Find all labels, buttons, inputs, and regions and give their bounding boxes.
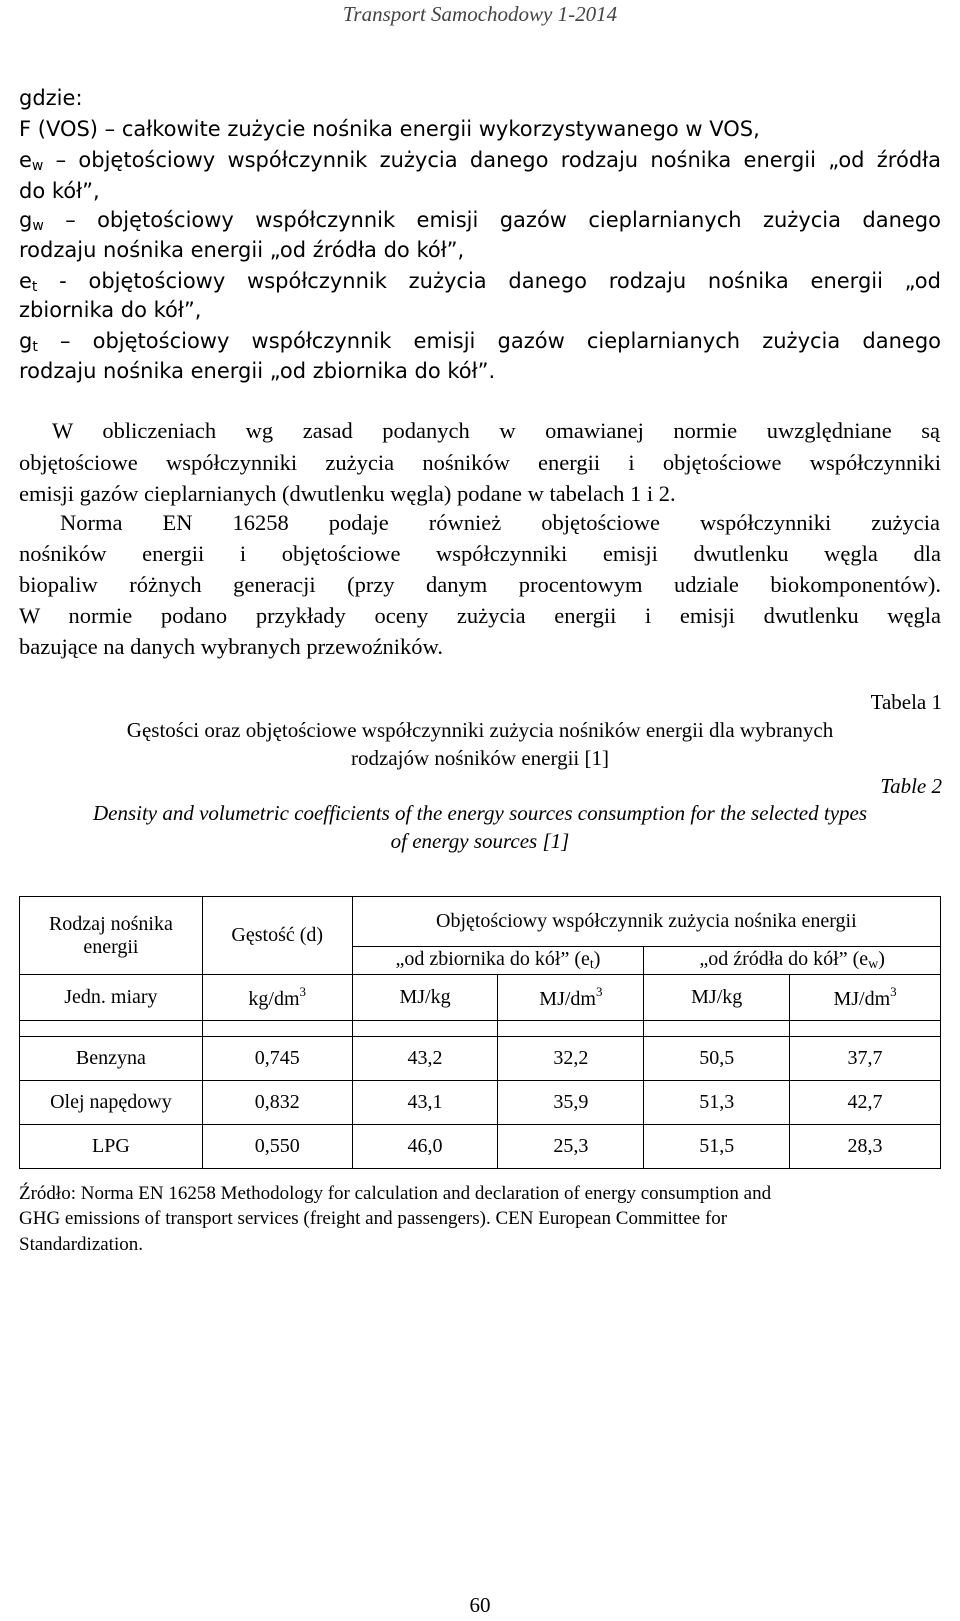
energy-coefficients-table	[19, 896, 941, 1169]
table-label-pl: Tabela 1	[870, 690, 942, 714]
para2-line2: nośników energii i objętościowe współczynniki emisji dwutlenku węgla dla	[19, 541, 941, 566]
cell-value: 50,5	[644, 1037, 790, 1081]
header-well-to-wheel: „od źródła do kół” $(e_w)$	[644, 947, 941, 975]
cell-value: 37,7	[790, 1037, 941, 1081]
def-gt-line1: $g_t$ – objętościowy współczynnik emisji gazów cieplarnianych zużycia danego	[19, 329, 941, 355]
header-tank-to-wheel: „od zbiornika do kół” $(e_t)$	[352, 947, 644, 975]
para1-line1: W obliczeniach wg zasad podanych w omawianej normie uwzględniane są	[52, 418, 940, 443]
def-et-line2: zbiornika do kół”,	[19, 298, 202, 322]
journal-header: Transport Samochodowy 1-2014	[342, 2, 618, 26]
cell-density: 0,550	[202, 1125, 352, 1169]
def-gw-line2: rodzaju nośnika energii „od źródła do kół”,	[19, 238, 465, 262]
source-line2: GHG emissions of transport services (freight and passengers). CEN European Committee for	[19, 1208, 728, 1229]
units-density: $kg/dm^3$	[202, 975, 352, 1021]
def-f-vos: F (VOS) – całkowite zużycie nośnika energii wykorzystywanego w VOS,	[19, 117, 760, 141]
units-col1: MJ/kg	[352, 975, 498, 1021]
def-gt-line2: rodzaju nośnika energii „od zbiornika do kół”.	[19, 359, 496, 383]
table-spacer-row	[20, 1021, 941, 1037]
table-title-en-line2: of energy sources [1]	[390, 829, 570, 853]
units-col4: $MJ/dm^3$	[790, 975, 941, 1021]
table-title-en-line1: Density and volumetric coefficients of the energy sources consumption for the selected types	[92, 801, 868, 825]
cell-density: 0,745	[202, 1037, 352, 1081]
cell-value: 42,7	[790, 1081, 941, 1125]
units-col2: $MJ/dm^3$	[498, 975, 644, 1021]
cell-value: 43,1	[352, 1081, 498, 1125]
table-header-row	[20, 897, 941, 947]
cell-fuel: Olej napędowy	[20, 1081, 203, 1125]
para2-line1: Norma EN 16258 podaje również objętościowe współczynniki zużycia	[60, 510, 940, 535]
para2-line3: biopaliw różnych generacji (przy danym procentowym udziale biokomponentów).	[19, 572, 941, 597]
page-number: 60	[469, 1593, 491, 1617]
def-ew-line1: $e_w$ – objętościowy współczynnik zużycia danego rodzaju nośnika energii „od źródła	[19, 148, 941, 174]
table-row	[20, 1081, 941, 1125]
table-title-pl-line2: rodzajów nośników energii [1]	[351, 746, 609, 770]
table-units-row	[20, 975, 941, 1021]
def-ew-line2: do kół”,	[19, 179, 100, 203]
header-coefficient: Objętościowy współczynnik zużycia nośnika energii	[352, 897, 940, 947]
units-label: Jedn. miary	[20, 975, 203, 1021]
table-title-pl-line1: Gęstości oraz objętościowe współczynniki zużycia nośników energii dla wybranych	[126, 718, 834, 742]
cell-value: 28,3	[790, 1125, 941, 1169]
para2-line4: W normie podano przykłady oceny zużycia energii i emisji dwutlenku węgla	[19, 603, 941, 628]
cell-value: 51,5	[644, 1125, 790, 1169]
gdzie-label: gdzie:	[19, 86, 83, 110]
units-col3: MJ/kg	[644, 975, 790, 1021]
para1-line3: emisji gazów cieplarnianych (dwutlenku węgla) podane w tabelach 1 i 2.	[19, 481, 676, 506]
cell-value: 46,0	[352, 1125, 498, 1169]
cell-fuel: LPG	[20, 1125, 203, 1169]
table-row	[20, 1037, 941, 1081]
source-line3: Standardization.	[19, 1234, 143, 1255]
cell-fuel: Benzyna	[20, 1037, 203, 1081]
table-label-en: Table 2	[880, 774, 942, 798]
cell-value: 32,2	[498, 1037, 644, 1081]
cell-value: 35,9	[498, 1081, 644, 1125]
def-et-line1: $e_t$ - objętościowy współczynnik zużycia danego rodzaju nośnika energii „od	[19, 269, 941, 295]
source-line1: Źródło: Norma EN 16258 Methodology for calculation and declaration of energy consumption and	[19, 1183, 772, 1204]
cell-density: 0,832	[202, 1081, 352, 1125]
def-gw-line1: $g_w$ – objętościowy współczynnik emisji gazów cieplarnianych zużycia danego	[19, 208, 941, 234]
header-energy-type: Rodzaj nośnika energii	[20, 897, 203, 975]
cell-value: 25,3	[498, 1125, 644, 1169]
cell-value: 43,2	[352, 1037, 498, 1081]
cell-value: 51,3	[644, 1081, 790, 1125]
para1-line2: objętościowe współczynniki zużycia nośników energii i objętościowe współczynniki	[19, 450, 941, 475]
table-row	[20, 1125, 941, 1169]
para2-line5: bazujące na danych wybranych przewoźników.	[19, 634, 443, 659]
header-density: Gęstość (d)	[202, 897, 352, 975]
